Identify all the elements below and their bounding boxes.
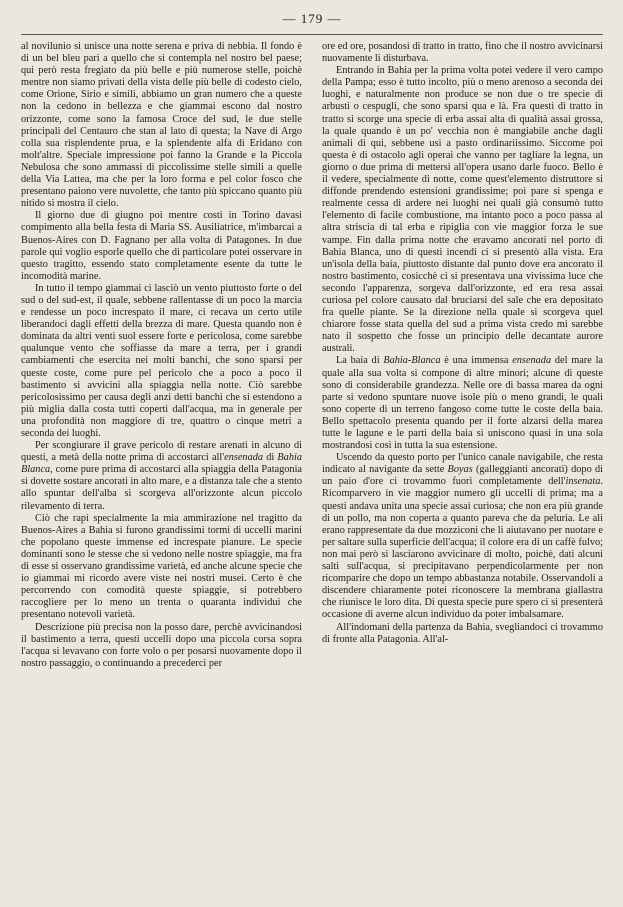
right-column: [322, 41, 603, 670]
paragraph: Entrando in Bahia per la prima volta potei vedere il vero campo della Pampa; esso è tutto incolto, più o meno arenoso a seconda dei luoghi, e naturalmente non produce se non due o tre specie di arbusti o cespugli, che sono sparsi qua e là. Fra questi di tratto in tratto si scorge una specie di erba assai alta di qualità assai grossa, la quale quando è un po' vecchia non è mangiabile anche dagli animali di qui, sebbene usi a pasto ordinariissimo. Siccome poi questa è di ostacolo agli operai che vanno per tagliare la legna, un giorno o due prima di mettersi all'opera usano darle fuoco. Bello è il vedere, specialmente di notte, come quest'elemento distruttore si diffonde prendendo estensioni grandissime; poi pare si spenga e realmente cessa di ardere nei luoghi nei quali già consumò tutto l'elemento di facile combustione, ma intanto poco a poco passa al altra striscia di tal erba e ripiglia con vie maggior forza le sue vampe. Fin dalla prima notte che eravamo ancorati nel porto di Bahia Blanca, uno di questi incendi ci si presentò alla vista. Era un'isola della baia, piuttosto distante dal punto dove era ancorato il nostro bastimento, cosicchè ci si presentava una vivissima luce che secondo l'apparenza, sorgeva dall'orizzonte, ed era resa assai curiosa pel colore causato dal bruciarsi del sale che era depositato fra quelle piante. Se la direzione nella quale si scorgeva quel chiarore fosse stata quella del sud a prima vista credo mi sarebbe nato il sospetto che fosse un principio delle decantate aurore australi.: [322, 65, 603, 355]
paragraph: ore ed ore, posandosi di tratto in tratto, fino che il nostro avvicinarsi nuovamente li disturbava.: [322, 41, 603, 65]
italic-term: Boyas: [447, 464, 473, 476]
italic-term: Bahia-Blanca: [383, 355, 441, 367]
paragraph: al novilunio si unisce una notte serena e priva di nebbia. Il fondo è di un bel bleu pari a quello che si contempla nel nostro bel paese; qui però resta fregiato da più belle e più numerose stelle, poichè mentre non siamo privati della vista delle più belle di codesto cielo, come Orione, Sirio e simili, abbiamo un gran numero che a queste non la cedono in bellezza e che giammai escono dal nostro orizzonte, come sono la famosa Croce del sud, le due stelle principali del Centauro che stan al lato di questa; la Nave di Argo colla sua risplendente prua, e la splendente alfa di Eridano con molt'altre. Speciale impressione poi fanno la Grande e la Piccola Nebulosa che sono ammassi di piccolissime stelle simili a quelle della Via Lattea, ma che per la loro forma e pel color fosco che presentano paiono vere nuvolette, che tanto più spiccano quanto più nitido si mostra il cielo.: [21, 41, 302, 210]
paragraph-text: Uscendo da questo porto per l'unico canale navigabile, che resta indicato al navigante da sette: [322, 452, 603, 476]
paragraph-text: La baia di: [336, 355, 384, 367]
paragraph-text: del mare la quale alla sua volta si compone di altre minori; alcune di queste sono di considerabile grandezza. Nelle ore di bassa marea da ogni parte si vedono spuntare nuove isole più o meno grandi, le quali sono coperte di un terreno fangoso come tutte le coste della baia. Bello spettacolo presenta quando per il forte alzarsi della marea tutte le lagune e le parti della baia si uniscono quasi in una sola mostrandosi così in tutta la sua estensione.: [322, 355, 603, 452]
page-number: — 179 —: [282, 11, 342, 26]
italic-term: insenata: [565, 476, 601, 488]
paragraph: Il giorno due di giugno poi mentre costì in Torino davasi compimento alla bella festa di Maria SS. Ausiliatrice, m'imbarcai a Buenos-Aires con D. Fagnano per alla volta di Patagones. In due parole qui voglio esporle quello che di particolare potei osservare in questo tragitto, essendo stato completamente esente da tutte le incomodità marine.: [21, 210, 302, 282]
paragraph-text: è una immensa: [440, 355, 513, 367]
paragraph-text: . Ricomparvero in vie maggior numero gli uccelli di prima; ma a questi andava unita una specie assai curiosa; che non era più grande di un pollo, ma non coperta a quanto pareva che da peluria. Le ali erano rappresentate da due mozziconi che li aiutavano per nuotare e per saltare sulla superficie dell'acqua; il colore era di un caffè fulvo; non mai però si lasciarono avvicinare di molto, poichè, dati alcuni salti sull'acqua, si precipitavano perpendicolarmente per non ricomparire che dopo un tempo abbastanza notabile. Osservandoli a discendere chiaramente potei riconoscere la membrana giallastra che riunisce le loro dita. Di questa specie pure spero ci si presenterà occasione di averne alcun individuo da poter imbalsamare.: [322, 476, 603, 621]
paragraph: Ciò che rapì specialmente la mia ammirazione nel tragitto da Buenos-Aires a Bahia si furono grandissimi tormi di uccelli marini che popolano queste immense ed increspate pianure. Le specie dominanti sono le stesse che si vedono nelle nostre spiaggie, ma fra di esse si osservano grandissime varietà, ed anche alcune specie che io giammai mi ricordo avere viste nei nostri musei. Certo è che percorrendo con comodità queste spiaggie, si potrebbero raccogliere per lo meno un trenta o quaranta individui che presentano notevoli varietà.: [21, 512, 302, 621]
italic-term: ensenada: [224, 452, 264, 464]
header-rule: [21, 34, 603, 35]
text-columns: [21, 41, 603, 670]
paragraph: Descrizione più precisa non la posso dare, perchè avvicinandosi il bastimento a terra, questi uccelli dopo una piccola corsa sopra l'acqua si levavano con forte volo o per posarsi nuovamente dopo il nostro passaggio, o continuando a precederci per: [21, 621, 302, 669]
paragraph-text: Per scongiurare il grave pericolo di restare arenati in alcuno di questi, a metà della notte prima di accostarci all': [21, 440, 302, 464]
paragraph-text: (galleggianti ancorati) dopo di un paio d'ore ci trovammo fuori completamente dell': [322, 464, 603, 488]
paragraph: [322, 452, 603, 621]
paragraph: In tutto il tempo giammai ci lasciò un vento piuttosto forte o del sud o del sud-est, il quale, sebbene rallentasse di un poco la marcia e rendesse un poco increspato il mare, ci recava un certo utile liberandoci dagli effetti della brezza di mare. Questa quando non è dominata da altri venti suol essere forte e pericolosa, come sarebbe qualunque vento che soffiasse da mare a terra, per i grandi cambiamenti che esercita nei molti banchi, che sono sparsi per queste coste, come pure pel pericolo che a poco a poco il bastimento si avvicini alla spiaggia nella notte. Ciò sarebbe pericolosissimo per causa degli anzi detti banchi che si estendono a più miglia dalla costa tutti coperti dall'acqua, ma in generale per una profondità non maggiore di tre, quattro o cinque metri a seconda dei luoghi.: [21, 282, 302, 439]
paragraph-text: , come pure prima di accostarci alla spiaggia della Patagonia si dovette sostare ancorati in alto mare, e a distanza tale che a stento allo spuntar dell'alba si scorgeva all'orizzonte alcun piccolo rilevamento di terra.: [21, 464, 302, 512]
italic-term: ensenada: [512, 355, 552, 367]
paragraph: All'indomani della partenza da Bahia, svegliandoci ci trovammo di fronte alla Patagonia. All'al-: [322, 621, 603, 645]
italic-term: Bahia Blanca: [21, 452, 302, 476]
left-column: [21, 41, 302, 670]
paragraph: [21, 440, 302, 513]
paragraph: [322, 355, 603, 452]
paragraph-text: di: [263, 452, 278, 464]
